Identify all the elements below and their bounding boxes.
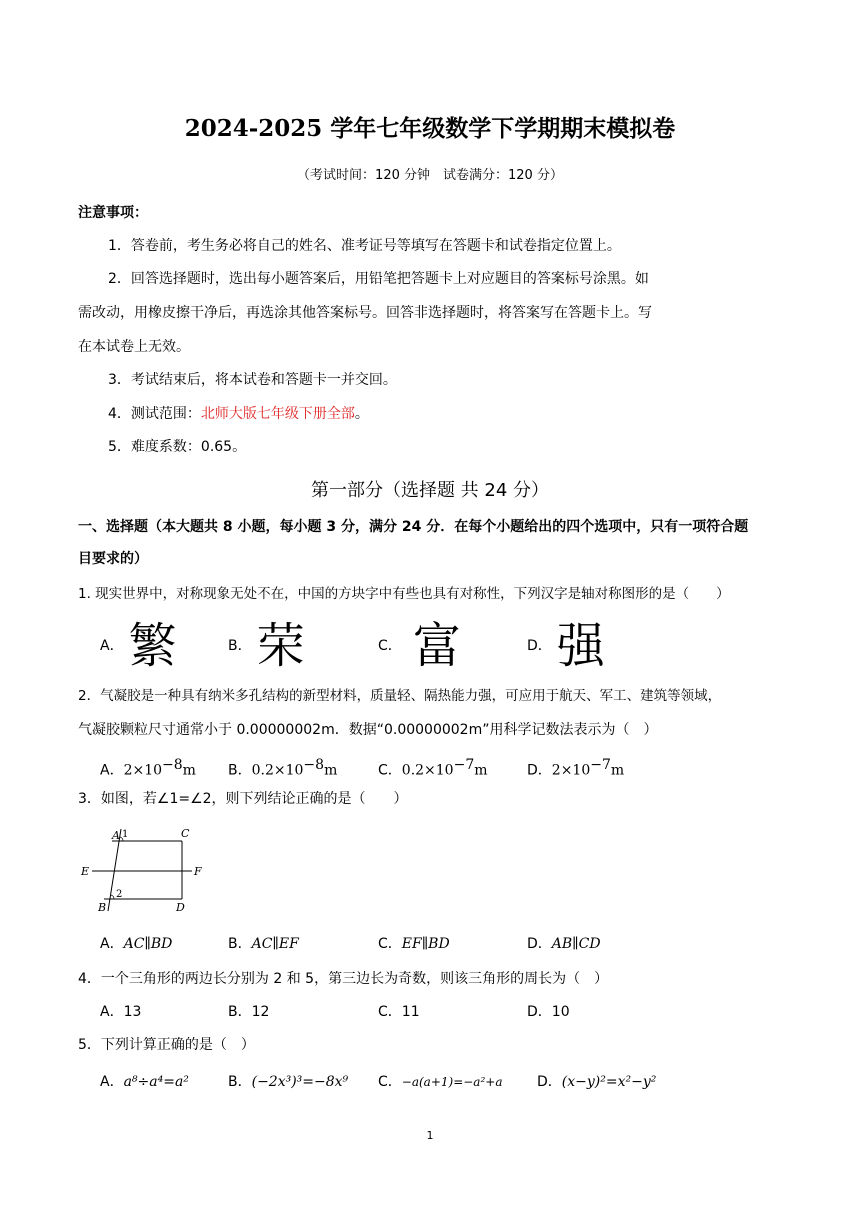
q1-option-b bbox=[228, 618, 305, 674]
section-desc-line1: 一、选择题（本大题共 8 小题，每小题 3 分，满分 24 分．在每个小题给出的四个选项中，只有一项符合题 bbox=[78, 519, 749, 535]
option-char: 强 bbox=[556, 618, 605, 674]
option-unit: m bbox=[324, 762, 338, 779]
option-char: 荣 bbox=[256, 618, 305, 674]
q4-option-a bbox=[100, 1002, 141, 1022]
option-char: 富 bbox=[412, 618, 461, 674]
exam-subtitle: （考试时间：120 分钟 试卷满分：120 分） bbox=[297, 168, 563, 183]
option-label: A． bbox=[100, 1074, 124, 1090]
option-label: B． bbox=[228, 638, 252, 654]
option-text: AB∥CD bbox=[551, 936, 601, 952]
label-c: C bbox=[181, 827, 190, 840]
q4-stem: 4．一个三角形的两边长分别为 2 和 5，第三边长为奇数，则该三角形的周长为（ ） bbox=[78, 971, 609, 987]
label-e: E bbox=[81, 865, 90, 878]
option-label: C． bbox=[378, 1004, 402, 1020]
label-angle-1: 1 bbox=[122, 829, 129, 840]
option-exponent: −8 bbox=[162, 757, 183, 773]
q5-option-d bbox=[537, 1072, 656, 1092]
q2-stem-line1: 2．气凝胶是一种具有纳米多孔结构的新型材料，质量轻、隔热能力强，可应用于航天、军工、建筑等领域， bbox=[78, 688, 722, 704]
option-char: 繁 bbox=[128, 618, 177, 674]
q3-stem: 3．如图，若∠1=∠2，则下列结论正确的是（ ） bbox=[78, 791, 408, 807]
note-item-4-suffix: 。 bbox=[354, 406, 369, 422]
option-exponent: −7 bbox=[590, 757, 611, 773]
note-item-2-line3: 在本试卷上无效。 bbox=[78, 339, 190, 355]
option-label: B． bbox=[228, 936, 252, 952]
option-base: 0.2×10 bbox=[251, 762, 304, 779]
option-label: D． bbox=[527, 1004, 552, 1020]
q2-option-a bbox=[100, 755, 196, 781]
note-item-4 bbox=[108, 404, 369, 424]
option-label: A． bbox=[100, 1004, 124, 1020]
exam-title: 2024-2025 学年七年级数学下学期期末模拟卷 bbox=[184, 115, 676, 142]
q2-option-b bbox=[228, 755, 337, 781]
test-range: 北师大版七年级下册全部 bbox=[200, 406, 355, 422]
option-exponent: −8 bbox=[303, 757, 325, 773]
option-label: D． bbox=[527, 762, 552, 779]
note-item-5: 5．难度系数：0.65。 bbox=[108, 439, 247, 455]
option-text: 12 bbox=[251, 1004, 270, 1020]
notes-heading: 注意事项： bbox=[78, 205, 148, 221]
q3-figure bbox=[78, 825, 208, 917]
q2-stem-line2: 气凝胶颗粒尺寸通常小于 0.00000002m．数据“0.00000002m”用科学记数法表示为（ ） bbox=[78, 722, 658, 738]
option-label: B． bbox=[228, 1004, 252, 1020]
option-text: a⁸÷a⁴=a² bbox=[123, 1074, 189, 1090]
option-text: EF∥BD bbox=[401, 936, 450, 952]
option-label: B． bbox=[228, 762, 252, 779]
q1-stem: 1. 现实世界中，对称现象无处不在，中国的方块字中有些也具有对称性，下列汉字是轴对称图形的是（ ） bbox=[78, 586, 730, 602]
q3-option-d bbox=[527, 934, 601, 954]
note-item-1: 1．答卷前，考生务必将自己的姓名、准考证号等填写在答题卡和试卷指定位置上。 bbox=[108, 238, 621, 254]
option-text: 10 bbox=[551, 1004, 570, 1020]
option-text: 13 bbox=[123, 1004, 142, 1020]
note-item-3: 3．考试结束后，将本试卷和答题卡一并交回。 bbox=[108, 372, 397, 388]
option-label: C． bbox=[378, 638, 402, 654]
q5-option-c bbox=[378, 1072, 502, 1092]
option-label: D． bbox=[527, 936, 552, 952]
option-unit: m bbox=[474, 762, 488, 779]
option-text: −a(a+1)=−a²+a bbox=[401, 1075, 503, 1089]
label-d: D bbox=[176, 901, 185, 914]
q4-option-b bbox=[228, 1002, 269, 1022]
option-text: 11 bbox=[401, 1004, 420, 1020]
option-label: D． bbox=[537, 1074, 562, 1090]
option-text: AC∥EF bbox=[251, 936, 299, 952]
option-unit: m bbox=[182, 762, 196, 779]
option-label: A． bbox=[100, 638, 124, 654]
section-title: 第一部分（选择题 共 24 分） bbox=[310, 480, 550, 501]
label-f: F bbox=[194, 865, 202, 878]
option-label: B． bbox=[228, 1074, 252, 1090]
option-text: AC∥BD bbox=[123, 936, 173, 952]
label-a: A bbox=[112, 829, 120, 842]
option-text: (−2x³)³=−8x⁹ bbox=[251, 1074, 349, 1090]
page-number: 1 bbox=[426, 1129, 434, 1142]
option-label: A． bbox=[100, 936, 124, 952]
note-item-2-line1: 2．回答选择题时，选出每小题答案后，用铅笔把答题卡上对应题目的答案标号涂黑。如 bbox=[108, 271, 649, 287]
q1-option-c bbox=[378, 618, 461, 674]
q2-option-d bbox=[527, 755, 624, 781]
option-label: C． bbox=[378, 1074, 402, 1090]
q3-option-b bbox=[228, 934, 299, 954]
q4-option-c bbox=[378, 1002, 420, 1022]
q2-option-c bbox=[378, 755, 488, 781]
option-unit: m bbox=[610, 762, 625, 779]
option-exponent: −7 bbox=[453, 757, 475, 773]
section-desc-line2: 目要求的） bbox=[78, 551, 148, 567]
option-base: 2×10 bbox=[551, 762, 591, 779]
q4-option-d bbox=[527, 1002, 570, 1022]
note-item-4-prefix: 4．测试范围： bbox=[108, 406, 201, 422]
option-base: 2×10 bbox=[123, 762, 163, 779]
option-label: A． bbox=[100, 762, 124, 779]
option-label: C． bbox=[378, 936, 402, 952]
q5-option-a bbox=[100, 1072, 189, 1092]
angle-2-arc bbox=[111, 895, 114, 899]
q1-option-a bbox=[100, 618, 177, 674]
label-b: B bbox=[98, 901, 107, 914]
q5-stem: 5．下列计算正确的是（ ） bbox=[78, 1037, 255, 1053]
q3-option-a bbox=[100, 934, 172, 954]
option-label: C． bbox=[378, 762, 402, 779]
option-base: 0.2×10 bbox=[401, 762, 454, 779]
q1-option-d bbox=[527, 618, 605, 674]
option-label: D． bbox=[527, 638, 552, 654]
q3-option-c bbox=[378, 934, 450, 954]
q5-option-b bbox=[228, 1072, 348, 1092]
note-item-2-line2: 需改动，用橡皮擦干净后，再选涂其他答案标号。回答非选择题时，将答案写在答题卡上。写 bbox=[78, 305, 652, 321]
label-angle-2: 2 bbox=[116, 889, 123, 900]
option-text: (x−y)²=x²−y² bbox=[561, 1074, 657, 1090]
